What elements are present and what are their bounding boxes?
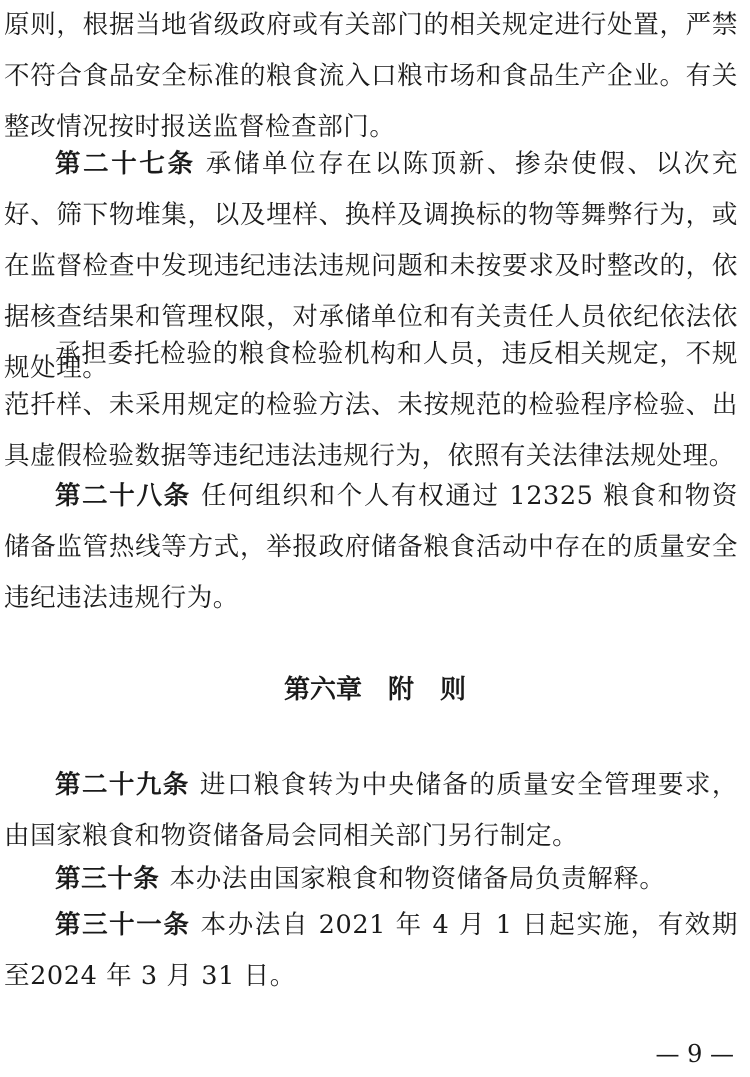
article-30-heading: 第三十条 [55,864,160,894]
article-31-body: 本办法自 2021 年 4 月 1 日起实施，有效期至2024 年 3 月 31 日。 [4,910,738,991]
article-27-body: 承储单位存在以陈顶新、掺杂使假、以次充好、筛下物堆集，以及埋样、换样及调换标的物等舞弊行为，或在监督检查中发现违纪违法违规问题和未按要求及时整改的，依据核查结果和管理权限，对承储单位和有关责任人员依纪依法依规处理。 [4,149,738,383]
page-number: — 9 — [655,1040,734,1068]
article-31 [4,900,738,1002]
article-28 [4,471,738,624]
article-29-body: 进口粮食转为中央储备的质量安全管理要求，由国家粮食和物资储备局会同相关部门另行制定。 [4,770,738,851]
article-28-heading: 第二十八条 [55,481,191,511]
article-29 [4,760,738,862]
article-29-heading: 第二十九条 [55,770,190,800]
article-27-paragraph-2: 承担委托检验的粮食检验机构和人员，违反相关规定，不规范扦样、未采用规定的检验方法、未按规范的检验程序检验、出具虚假检验数据等违纪违法违规行为，依照有关法律法规处理。 [4,339,738,471]
article-28-body: 任何组织和个人有权通过 12325 粮食和物资储备监管热线等方式，举报政府储备粮食活动中存在的质量安全违纪违法违规行为。 [4,481,738,613]
paragraph-continued: 原则，根据当地省级政府或有关部门的相关规定进行处置，严禁不符合食品安全标准的粮食流入口粮市场和食品生产企业。有关整改情况按时报送监督检查部门。 [4,10,738,142]
article-30 [4,854,738,905]
article-27-heading: 第二十七条 [55,149,196,179]
chapter-title: 第六章 附 则 [283,675,466,705]
article-30-body: 本办法由国家粮食和物资储备局负责解释。 [169,864,666,894]
article-31-heading: 第三十一条 [55,910,191,940]
